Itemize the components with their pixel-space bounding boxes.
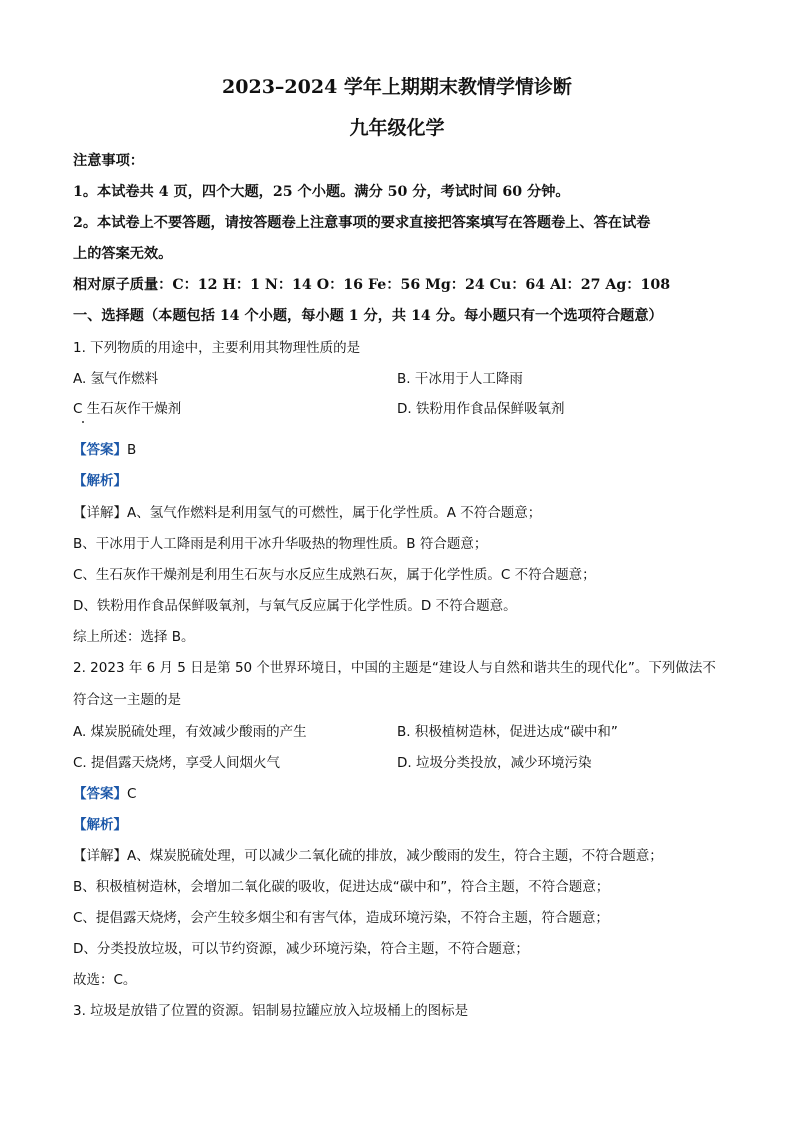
q1-detail-line-4: D、铁粉用作食品保鲜吸氧剂，与氧气反应属于化学性质。D 不符合题意。 [73,598,517,614]
analysis-tag: 【解析】 [73,817,127,833]
answer-tag: 【答案】 [73,442,127,458]
q2-option-b: B. 积极植树造林，促进达成“碳中和” [397,724,618,740]
detail-tag: 【详解】 [73,505,127,521]
section-1-heading: 一、选择题（本题包括 14 个小题，每小题 1 分，共 14 分。每小题只有一个选项符合题意） [73,308,663,324]
notice-item-2-line-1: 2。本试卷上不要答题，请按答题卷上注意事项的要求直接把答案填写在答题卷上、答在试卷 [73,215,651,231]
q2-answer: C [127,786,137,802]
detail-tag: 【详解】 [73,848,127,864]
stray-dot [82,421,84,423]
notice-item-1: 1。本试卷共 4 页，四个大题，25 个小题。满分 50 分，考试时间 60 分钟。 [73,184,570,200]
exam-title: 2023–2024 学年上期期末教情学情诊断 [222,76,572,98]
q2-summary: 故选：C。 [73,972,137,988]
q2-detail-line-2: B、积极植树造林，会增加二氧化碳的吸收，促进达成“碳中和”，符合主题，不符合题意； [73,879,610,895]
q1-answer-line [73,440,733,460]
atomic-mass-line: 相对原子质量：C：12 H：1 N：14 O：16 Fe：56 Mg：24 Cu：64 Al：27 Ag：108 [73,277,671,293]
q2-detail-line-3: C、提倡露天烧烤，会产生较多烟尘和有害气体，造成环境污染，不符合主题，符合题意； [73,910,609,926]
q1-detail-line-1 [73,503,733,523]
q2-stem-line-2: 符合这一主题的是 [73,692,181,708]
q2-stem-line-1: 2. 2023 年 6 月 5 日是第 50 个世界环境日，中国的主题是“建设人与自然和谐共生的现代化”。下列做法不 [73,660,716,676]
q3-stem: 3. 垃圾是放错了位置的资源。铝制易拉罐应放入垃圾桶上的图标是 [73,1003,469,1019]
notice-heading: 注意事项： [73,153,144,169]
q2-detail-line-4: D、分类投放垃圾，可以节约资源，减少环境污染，符合主题，不符合题意； [73,941,529,957]
answer-tag: 【答案】 [73,786,127,802]
q1-summary: 综上所述：选择 B。 [73,629,195,645]
q1-option-a: A. 氢气作燃料 [73,371,159,387]
q1-detail-line-2: B、干冰用于人工降雨是利用干冰升华吸热的物理性质。B 符合题意； [73,536,488,552]
q2-answer-line [73,784,733,804]
notice-item-2-line-2: 上的答案无效。 [73,246,173,262]
q2-option-a: A. 煤炭脱硫处理，有效减少酸雨的产生 [73,724,307,740]
q1-option-b: B. 干冰用于人工降雨 [397,371,523,387]
q2-option-c: C. 提倡露天烧烤，享受人间烟火气 [73,755,281,771]
q2-option-d: D. 垃圾分类投放，减少环境污染 [397,755,592,771]
q1-detail-line-3: C、生石灰作干燥剂是利用生石灰与水反应生成熟石灰，属于化学性质。C 不符合题意； [73,567,596,583]
analysis-tag: 【解析】 [73,473,127,489]
exam-subtitle: 九年级化学 [349,117,445,139]
q1-option-d: D. 铁粉用作食品保鲜吸氧剂 [397,401,565,417]
q1-stem: 1. 下列物质的用途中，主要利用其物理性质的是 [73,340,361,356]
q2-detail-text-1: A、煤炭脱硫处理，可以减少二氧化硫的排放，减少酸雨的发生，符合主题，不符合题意； [127,848,663,864]
q1-option-c: C 生石灰作干燥剂 [73,401,182,417]
q1-answer: B [127,442,137,458]
q1-detail-text-1: A、氢气作燃料是利用氢气的可燃性，属于化学性质。A 不符合题意； [127,505,542,521]
q2-analysis-line [73,815,733,835]
q2-detail-line-1 [73,846,733,866]
q1-analysis-line [73,471,733,491]
